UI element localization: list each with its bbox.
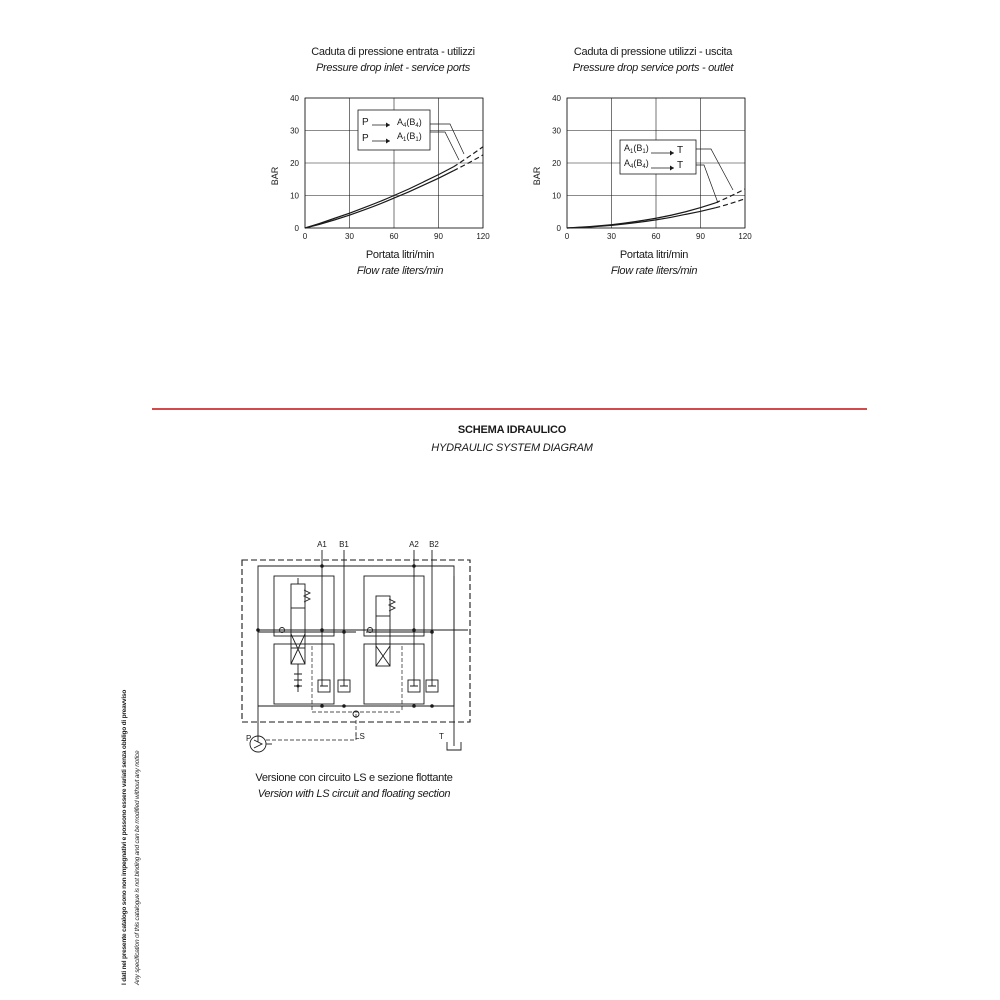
- port-ls-label: LS: [355, 732, 365, 741]
- left-leader-2: [430, 132, 459, 160]
- left-ytick-label: 10: [290, 191, 299, 201]
- right-xlabel-en: Flow rate liters/min: [610, 265, 698, 277]
- right-ylabel: BAR: [532, 166, 542, 186]
- left-ytick-label: 0: [294, 224, 299, 233]
- right-xtick-label: 60: [651, 232, 661, 241]
- left-pressure-chart: [262, 88, 502, 250]
- left-ytick-label: 30: [290, 126, 299, 136]
- right-ytick-label: 30: [552, 126, 561, 136]
- disclaimer-en: Any specification of this catalogue is not binding and can be modified without any notice: [134, 750, 141, 985]
- svg-text:A1(B1): $A_1(B_1)$: [397, 131, 422, 143]
- svg-text:A4(B4): $A_4(B_4)$: [624, 158, 649, 170]
- right-xtick-label: 120: [738, 232, 752, 241]
- right-chart-title-it: Caduta di pressione utilizzi - uscita: [573, 46, 733, 58]
- port-b2-label: B2: [429, 540, 439, 549]
- right-xlabel-it: Portata litri/min: [619, 249, 689, 261]
- svg-text:T: T: [677, 160, 684, 171]
- port-a1-label: A1: [317, 540, 327, 549]
- left-xtick-label: 60: [389, 232, 399, 241]
- svg-text:T: T: [677, 145, 684, 156]
- left-xtick-label: 30: [345, 232, 354, 241]
- hydraulic-diagram: [236, 536, 476, 756]
- right-xtick-label: 30: [607, 232, 616, 241]
- right-series-line: [567, 208, 715, 228]
- diagram-caption-it: Versione con circuito LS e sezione flottante: [255, 772, 453, 784]
- left-ylabel: BAR: [270, 166, 280, 186]
- right-chart-title-en: Pressure drop service ports - outlet: [572, 62, 734, 74]
- left-legend-box: [358, 110, 430, 150]
- right-ytick-label: 0: [556, 224, 561, 233]
- port-p-label: P: [246, 734, 252, 743]
- left-ytick-label: 40: [290, 94, 299, 103]
- left-chart-title-it: Caduta di pressione entrata - utilizzi: [311, 46, 475, 58]
- legend-from: P: [362, 117, 369, 128]
- section-divider: [152, 408, 867, 410]
- port-t-label: T: [439, 732, 444, 741]
- left-xtick-label: 0: [302, 232, 308, 241]
- left-chart-title-en: Pressure drop inlet - service ports: [316, 62, 470, 74]
- right-xtick-label: 90: [696, 232, 705, 241]
- diagram-caption-en: Version with LS circuit and floating section: [257, 788, 451, 800]
- section-title-it: SCHEMA IDRAULICO: [457, 424, 567, 436]
- left-xlabel-en: Flow rate liters/min: [356, 265, 444, 277]
- left-ytick-label: 20: [290, 159, 299, 168]
- section-title-en: HYDRAULIC SYSTEM DIAGRAM: [431, 442, 593, 454]
- right-series-line: [567, 203, 715, 228]
- left-xtick-label: 120: [476, 232, 490, 241]
- port-b1-label: B1: [339, 540, 349, 549]
- left-series-line: [305, 167, 453, 228]
- svg-text:P: P: [362, 133, 369, 144]
- right-xtick-label: 0: [564, 232, 570, 241]
- right-pressure-chart: [524, 88, 764, 250]
- disclaimer-it: I dati nel presente catalogo sono non impegnativi e possono essere variati senza obbligo di preavviso: [121, 689, 128, 985]
- left-xlabel-it: Portata litri/min: [365, 249, 435, 261]
- spool-valve-2: [376, 596, 395, 666]
- right-leader-1: [696, 149, 733, 190]
- port-a2-label: A2: [409, 540, 419, 549]
- right-series-line: [715, 199, 745, 208]
- right-leader-2: [696, 165, 718, 203]
- svg-text:A4(B4): $A_4(B_4)$: [397, 117, 422, 129]
- right-ytick-label: 40: [552, 94, 561, 103]
- right-ytick-label: 20: [552, 159, 561, 168]
- left-leader-1: [430, 124, 464, 154]
- svg-text:A1(B1): $A_1(B_1)$: [624, 143, 649, 155]
- right-ytick-label: 10: [552, 191, 561, 201]
- left-series-line: [305, 171, 453, 228]
- left-xtick-label: 90: [434, 232, 443, 241]
- spool-valve-1: [291, 578, 310, 692]
- body-frame: [242, 560, 470, 722]
